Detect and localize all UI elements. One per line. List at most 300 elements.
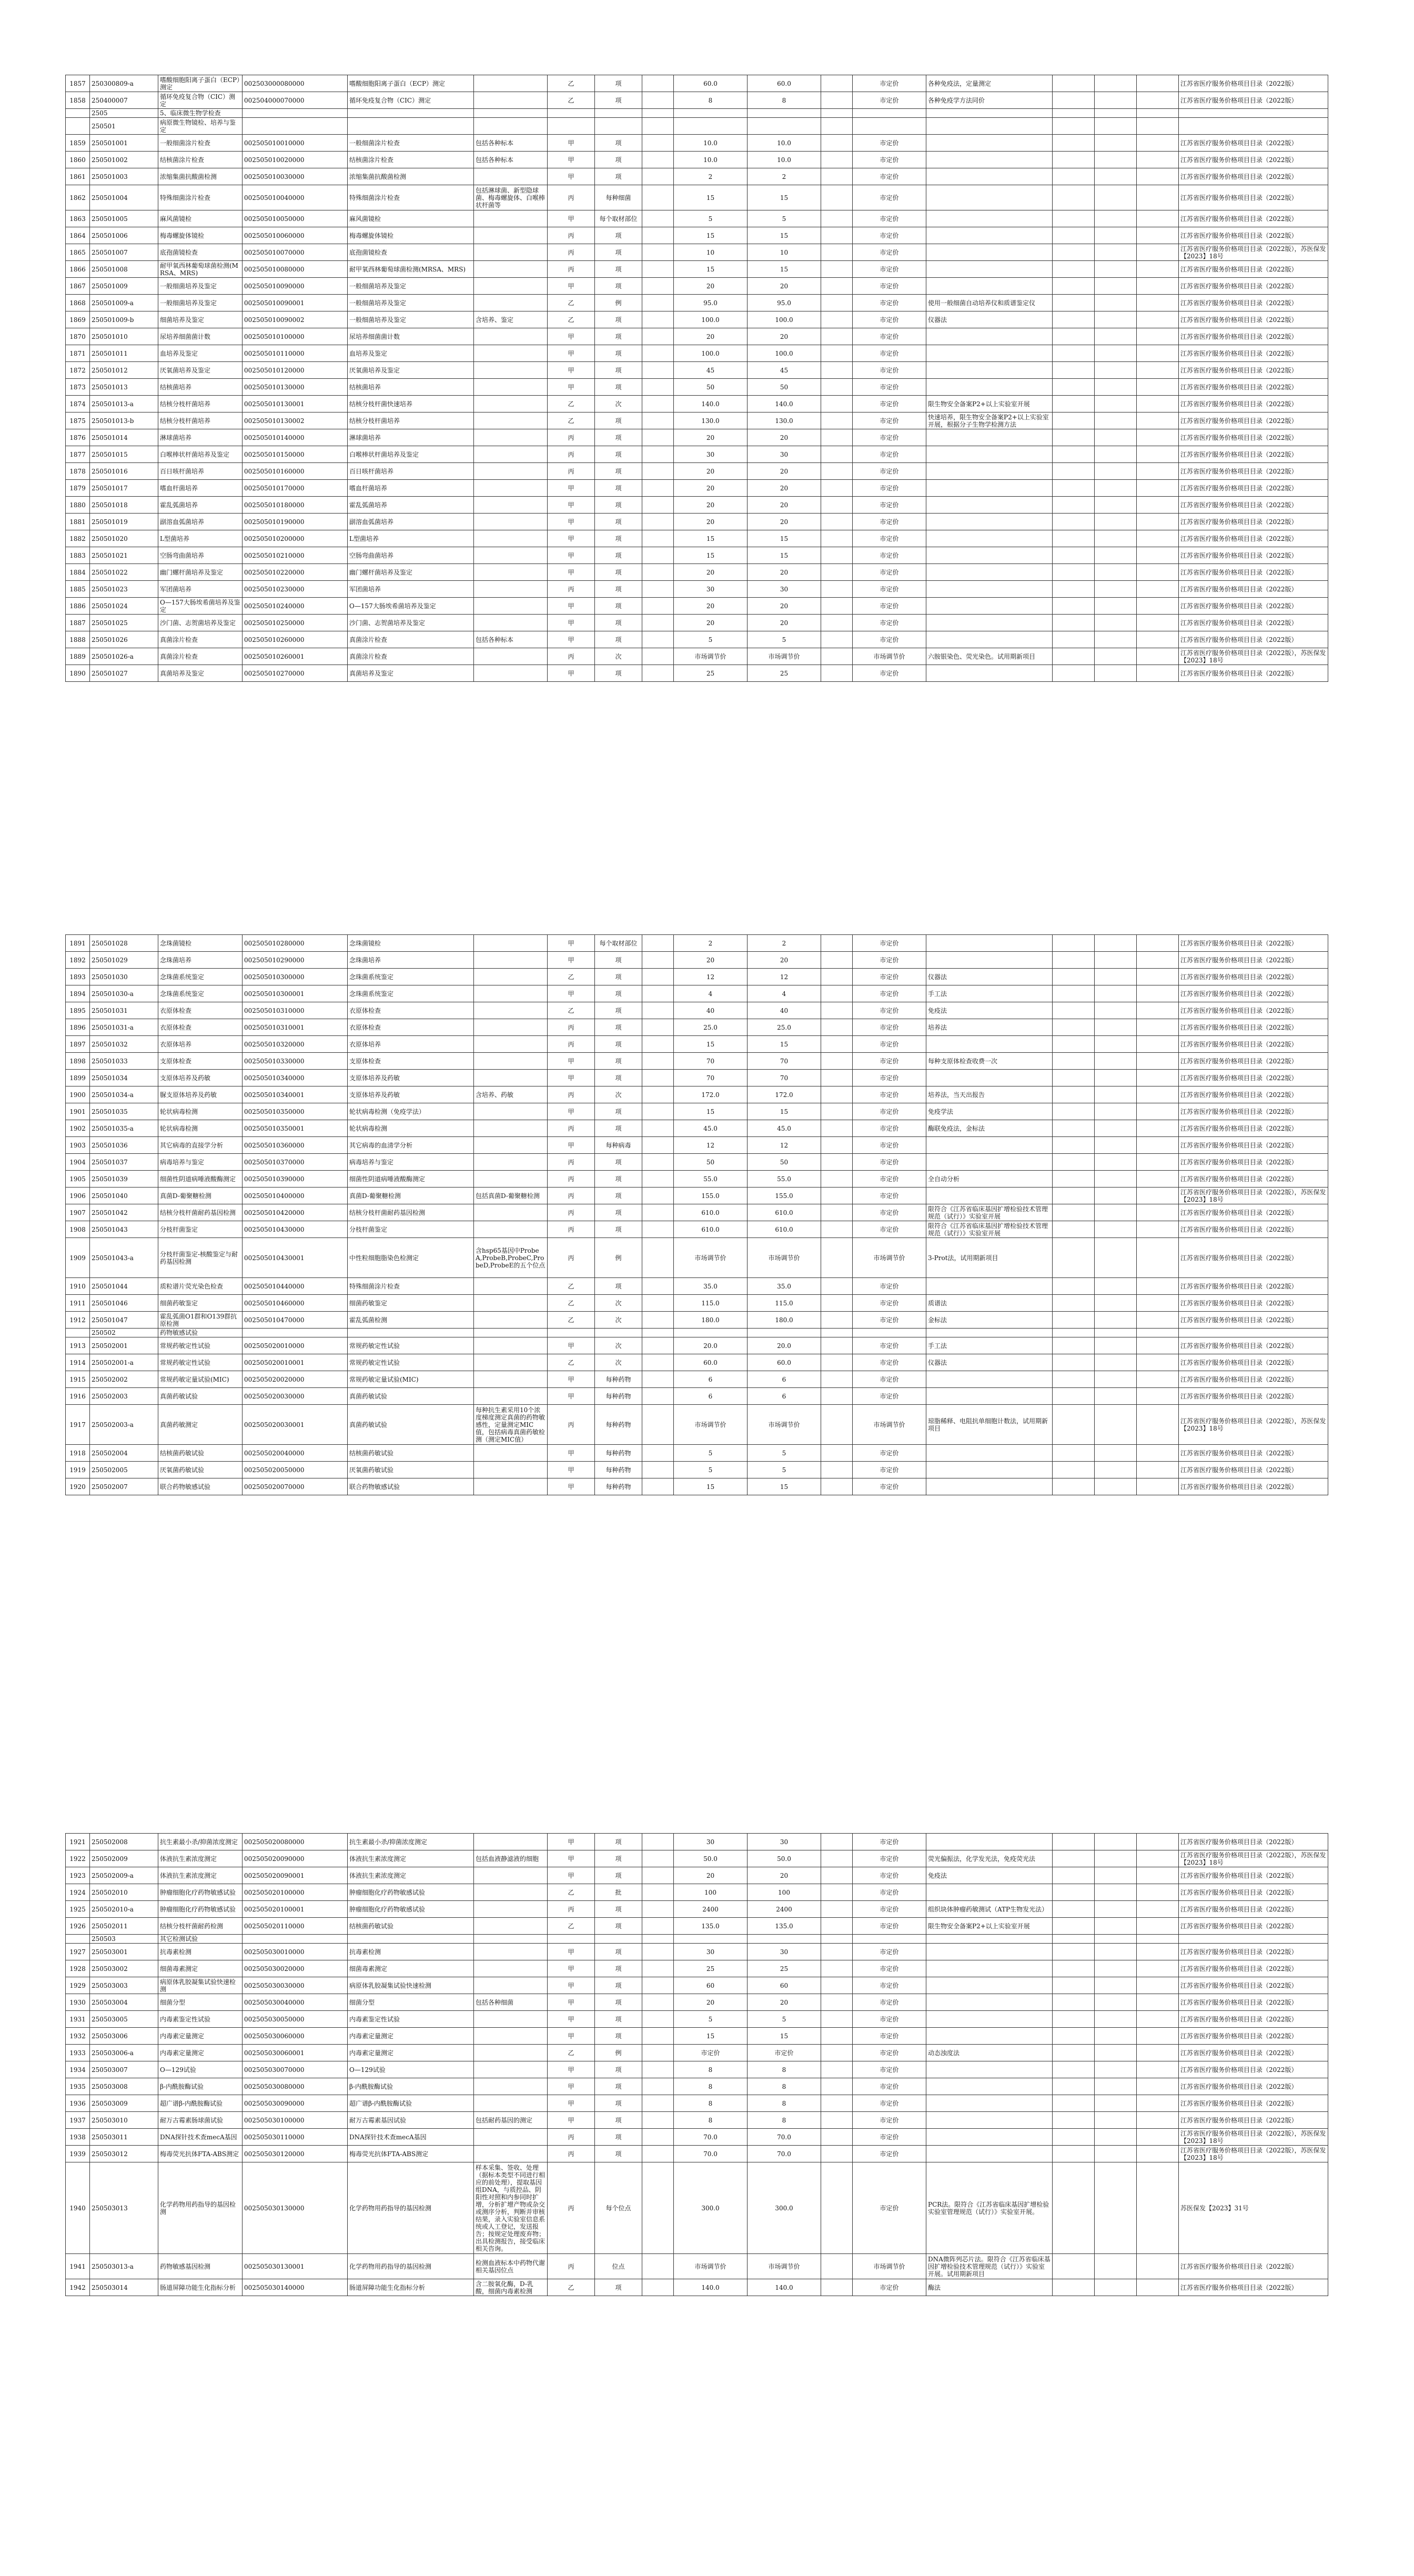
- cell-blank-a: [642, 497, 674, 514]
- cell-price-tier-2: 20: [748, 564, 821, 581]
- cell-blank-e: [1137, 2279, 1179, 2296]
- cell-blank-a: [642, 227, 674, 244]
- cell-blank-d: [1095, 295, 1137, 311]
- cell-blank-d: [1095, 1137, 1137, 1154]
- cell-unit: 项: [595, 2028, 642, 2045]
- cell-unit: 项: [595, 412, 642, 429]
- cell-remarks: 琼脂稀释、电阻抗单细胞计数法，试用期新项目: [926, 1405, 1053, 1445]
- cell-price-tier-1: 55.0: [674, 1171, 748, 1188]
- cell-project-code: 250501026: [90, 631, 158, 648]
- cell-standard-name: 霍乱弧菌培养: [348, 497, 474, 514]
- cell-price-tier-1: 8: [674, 2095, 748, 2112]
- cell-blank-e: [1137, 497, 1179, 514]
- cell-blank-e: [1137, 514, 1179, 530]
- cell-project-name: 内毒素鉴定性试验: [158, 2011, 243, 2028]
- cell-blank-b: [821, 1462, 853, 1478]
- cell-standard-name: 常规药敏定性试验: [348, 1354, 474, 1371]
- cell-blank-a: [642, 379, 674, 396]
- table-row: [66, 1445, 1328, 1462]
- cell-national-code: 002505010180000: [243, 497, 348, 514]
- cell-blank-a: [642, 547, 674, 564]
- cell-project-code: 250501011: [90, 345, 158, 362]
- cell-price-tier-1: 5: [674, 1445, 748, 1462]
- cell-price-tier-1: 30: [674, 1944, 748, 1960]
- cell-source: 江苏省医疗服务价格项目目录（2022版）: [1179, 581, 1328, 598]
- cell-price-tier-2: 135.0: [748, 1918, 821, 1935]
- cell-standard-name: 循环免疫复合物（CIC）测定: [348, 92, 474, 109]
- cell-price-tier-1: 20: [674, 328, 748, 345]
- table-row: [66, 328, 1328, 345]
- cell-pricing-mode: 市定价: [853, 1994, 926, 2011]
- cell-price-tier-2: 172.0: [748, 1086, 821, 1103]
- cell-price-tier-2: 市场调节价: [748, 1238, 821, 1278]
- cell-price-tier-2: [748, 118, 821, 135]
- cell-price-tier-2: 50.0: [748, 1850, 821, 1867]
- cell-national-code: 002505010010000: [243, 135, 348, 152]
- cell-unit: 每种药物: [595, 1462, 642, 1478]
- cell-blank-d: [1095, 2129, 1137, 2146]
- cell-price-tier-1: 20: [674, 598, 748, 615]
- cell-blank-c: [1053, 1103, 1095, 1120]
- cell-standard-name: 病毒培养与鉴定: [348, 1154, 474, 1171]
- cell-blank-b: [821, 1994, 853, 2011]
- cell-blank-e: [1137, 1154, 1179, 1171]
- cell-blank-a: [642, 1388, 674, 1405]
- cell-connotation: [474, 227, 548, 244]
- cell-price-tier-2: 市场调节价: [748, 1405, 821, 1445]
- cell-blank-c: [1053, 530, 1095, 547]
- cell-blank-a: [642, 185, 674, 210]
- cell-source: 江苏省医疗服务价格项目目录（2022版）: [1179, 969, 1328, 985]
- cell-blank-b: [821, 135, 853, 152]
- cell-seq-no: 1866: [66, 261, 90, 278]
- table-row: [66, 1388, 1328, 1405]
- cell-unit: 项: [595, 1918, 642, 1935]
- cell-blank-e: [1137, 1204, 1179, 1221]
- cell-blank-d: [1095, 1834, 1137, 1850]
- cell-blank-e: [1137, 564, 1179, 581]
- cell-unit: 项: [595, 446, 642, 463]
- cell-project-code: 250503014: [90, 2279, 158, 2296]
- cell-pricing-mode: 市定价: [853, 1337, 926, 1354]
- cell-project-name: 病毒培养与鉴定: [158, 1154, 243, 1171]
- cell-project-name: 体液抗生素浓度测定: [158, 1867, 243, 1884]
- cell-unit: 项: [595, 598, 642, 615]
- cell-price-tier-1: 5: [674, 210, 748, 227]
- cell-project-name: 耐万古霉素肠球菌试验: [158, 2112, 243, 2129]
- cell-category: 甲: [548, 1337, 595, 1354]
- cell-project-code: 250501034: [90, 1070, 158, 1086]
- cell-seq-no: 1867: [66, 278, 90, 295]
- cell-blank-d: [1095, 429, 1137, 446]
- cell-blank-b: [821, 2095, 853, 2112]
- cell-blank-c: [1053, 1070, 1095, 1086]
- cell-project-name: 霍乱弧菌培养: [158, 497, 243, 514]
- cell-blank-c: [1053, 1238, 1095, 1278]
- cell-price-tier-1: 70: [674, 1070, 748, 1086]
- table-row: [66, 261, 1328, 278]
- cell-source: 江苏省医疗服务价格项目目录（2022版）: [1179, 446, 1328, 463]
- cell-pricing-mode: 市定价: [853, 2061, 926, 2078]
- cell-project-name: 质粒谱片荧光染色检查: [158, 1278, 243, 1295]
- cell-seq-no: 1912: [66, 1312, 90, 1329]
- cell-blank-b: [821, 1329, 853, 1337]
- cell-project-name: 联合药物敏感试验: [158, 1478, 243, 1495]
- cell-source: 江苏省医疗服务价格项目目录（2022版）: [1179, 598, 1328, 615]
- cell-blank-e: [1137, 1867, 1179, 1884]
- cell-blank-a: [642, 345, 674, 362]
- cell-price-tier-2: 8: [748, 2095, 821, 2112]
- cell-source: 江苏省医疗服务价格项目目录（2022版）: [1179, 1278, 1328, 1295]
- cell-national-code: 002505010430000: [243, 1221, 348, 1238]
- cell-standard-name: 结核菌培养: [348, 379, 474, 396]
- table-row: [66, 2045, 1328, 2061]
- cell-project-name: 肿瘤细胞化疗药物敏感试验: [158, 1884, 243, 1901]
- cell-blank-e: [1137, 1462, 1179, 1478]
- cell-price-tier-1: 20: [674, 463, 748, 480]
- table-row: [66, 497, 1328, 514]
- cell-standard-name: 尿培养细菌菌计数: [348, 328, 474, 345]
- cell-remarks: 全自动分析: [926, 1171, 1053, 1188]
- cell-price-tier-1: 2400: [674, 1901, 748, 1918]
- cell-category: 乙: [548, 969, 595, 985]
- cell-price-tier-1: 6: [674, 1371, 748, 1388]
- cell-pricing-mode: 市定价: [853, 261, 926, 278]
- cell-remarks: 仪器法: [926, 1354, 1053, 1371]
- cell-price-tier-1: 50: [674, 1154, 748, 1171]
- table-row: [66, 2146, 1328, 2162]
- cell-price-tier-2: 2400: [748, 1901, 821, 1918]
- cell-national-code: 002503000080000: [243, 75, 348, 92]
- cell-blank-a: [642, 109, 674, 118]
- cell-project-code: 250502003: [90, 1388, 158, 1405]
- cell-connotation: [474, 396, 548, 412]
- cell-connotation: [474, 2129, 548, 2146]
- cell-source: 江苏省医疗服务价格项目目录（2022版）: [1179, 547, 1328, 564]
- cell-pricing-mode: 市定价: [853, 514, 926, 530]
- cell-blank-a: [642, 311, 674, 328]
- cell-price-tier-1: 30: [674, 446, 748, 463]
- cell-pricing-mode: 市定价: [853, 480, 926, 497]
- cell-category: 甲: [548, 497, 595, 514]
- cell-national-code: 002505010050000: [243, 210, 348, 227]
- cell-category: 丙: [548, 261, 595, 278]
- cell-remarks: [926, 598, 1053, 615]
- cell-price-tier-2: 20: [748, 615, 821, 631]
- cell-blank-b: [821, 2146, 853, 2162]
- cell-project-code: 250503006: [90, 2028, 158, 2045]
- cell-project-code: 250501025: [90, 615, 158, 631]
- cell-national-code: 002505010110000: [243, 345, 348, 362]
- cell-blank-b: [821, 118, 853, 135]
- cell-blank-c: [1053, 345, 1095, 362]
- cell-connotation: 含培养、鉴定: [474, 311, 548, 328]
- cell-price-tier-2: 15: [748, 1036, 821, 1053]
- cell-blank-b: [821, 530, 853, 547]
- cell-project-name: 结核分枝杆菌耐药基因检测: [158, 1204, 243, 1221]
- cell-project-code: 250502010: [90, 1884, 158, 1901]
- cell-blank-a: [642, 210, 674, 227]
- cell-pricing-mode: 市定价: [853, 2078, 926, 2095]
- cell-category: 丙: [548, 1188, 595, 1204]
- cell-pricing-mode: 市定价: [853, 564, 926, 581]
- cell-source: 江苏省医疗服务价格项目目录（2022版）: [1179, 1354, 1328, 1371]
- cell-blank-c: [1053, 168, 1095, 185]
- cell-project-name: 药物敏感基因检测: [158, 2254, 243, 2279]
- cell-pricing-mode: 市定价: [853, 985, 926, 1002]
- cell-price-tier-2: 55.0: [748, 1171, 821, 1188]
- cell-seq-no: 1878: [66, 463, 90, 480]
- cell-blank-b: [821, 665, 853, 682]
- cell-price-tier-2: 20: [748, 1994, 821, 2011]
- cell-category: 甲: [548, 152, 595, 168]
- cell-project-name: DNA探针技术查mecA基因: [158, 2129, 243, 2146]
- cell-blank-d: [1095, 1171, 1137, 1188]
- cell-category: 甲: [548, 379, 595, 396]
- table-row: [66, 2112, 1328, 2129]
- cell-source: 江苏省医疗服务价格项目目录（2022版）: [1179, 1944, 1328, 1960]
- cell-blank-e: [1137, 1884, 1179, 1901]
- cell-project-name: 病原微生物镜检、培养与鉴定: [158, 118, 243, 135]
- cell-blank-d: [1095, 412, 1137, 429]
- cell-price-tier-2: 60: [748, 1977, 821, 1994]
- cell-source: 江苏省医疗服务价格项目目录（2022版），苏医保发【2023】18号: [1179, 648, 1328, 665]
- cell-project-code: 250501030-a: [90, 985, 158, 1002]
- cell-price-tier-1: 25: [674, 1960, 748, 1977]
- cell-remarks: [926, 345, 1053, 362]
- cell-blank-b: [821, 1445, 853, 1462]
- cell-connotation: [474, 1278, 548, 1295]
- cell-blank-d: [1095, 1977, 1137, 1994]
- cell-price-tier-2: 8: [748, 2078, 821, 2095]
- cell-blank-e: [1137, 1103, 1179, 1120]
- cell-price-tier-1: 市定价: [674, 2045, 748, 2061]
- cell-standard-name: 真菌药敏试验: [348, 1388, 474, 1405]
- cell-blank-c: [1053, 463, 1095, 480]
- cell-price-tier-2: 20.0: [748, 1337, 821, 1354]
- cell-seq-no: 1857: [66, 75, 90, 92]
- cell-national-code: 002505020090001: [243, 1867, 348, 1884]
- cell-standard-name: 分枝杆菌鉴定: [348, 1221, 474, 1238]
- cell-pricing-mode: 市定价: [853, 463, 926, 480]
- cell-source: 江苏省医疗服务价格项目目录（2022版）: [1179, 631, 1328, 648]
- cell-connotation: [474, 463, 548, 480]
- cell-source: 江苏省医疗服务价格项目目录（2022版）: [1179, 1295, 1328, 1312]
- cell-source: 江苏省医疗服务价格项目目录（2022版），苏医保发【2023】18号: [1179, 1850, 1328, 1867]
- cell-blank-d: [1095, 75, 1137, 92]
- cell-category: 丙: [548, 1901, 595, 1918]
- cell-blank-b: [821, 935, 853, 952]
- cell-seq-no: 1935: [66, 2078, 90, 2095]
- cell-price-tier-2: 15: [748, 1478, 821, 1495]
- cell-category: 甲: [548, 1388, 595, 1405]
- cell-price-tier-2: 35.0: [748, 1278, 821, 1295]
- cell-blank-e: [1137, 2061, 1179, 2078]
- cell-project-code: 250501007: [90, 244, 158, 261]
- cell-price-tier-1: 30: [674, 581, 748, 598]
- cell-blank-e: [1137, 480, 1179, 497]
- cell-national-code: 002505010310000: [243, 1002, 348, 1019]
- cell-unit: [595, 1329, 642, 1337]
- cell-pricing-mode: 市定价: [853, 598, 926, 615]
- cell-pricing-mode: 市定价: [853, 1070, 926, 1086]
- cell-blank-a: [642, 1137, 674, 1154]
- cell-category: 甲: [548, 480, 595, 497]
- cell-blank-a: [642, 2279, 674, 2296]
- cell-blank-b: [821, 1884, 853, 1901]
- cell-unit: 次: [595, 1312, 642, 1329]
- cell-price-tier-2: 30: [748, 1834, 821, 1850]
- cell-standard-name: 厌氧菌培养及鉴定: [348, 362, 474, 379]
- cell-pricing-mode: 市定价: [853, 362, 926, 379]
- cell-blank-d: [1095, 1478, 1137, 1495]
- cell-project-code: 250501013-b: [90, 412, 158, 429]
- table-row: [66, 210, 1328, 227]
- cell-blank-a: [642, 2254, 674, 2279]
- cell-blank-e: [1137, 2146, 1179, 2162]
- cell-remarks: 仪器法: [926, 969, 1053, 985]
- cell-pricing-mode: 市定价: [853, 1204, 926, 1221]
- cell-project-name: 分枝杆菌鉴定-核酸鉴定与耐药基因检测: [158, 1238, 243, 1278]
- cell-category: 丙: [548, 244, 595, 261]
- cell-blank-c: [1053, 615, 1095, 631]
- cell-national-code: 002505020010000: [243, 1337, 348, 1354]
- cell-remarks: 荧光偏振法，化学发光法，免疫荧光法: [926, 1850, 1053, 1867]
- cell-project-name: 其它检测试验: [158, 1935, 243, 1944]
- cell-project-code: 250501034-a: [90, 1086, 158, 1103]
- cell-connotation: [474, 564, 548, 581]
- cell-seq-no: 1920: [66, 1478, 90, 1495]
- cell-connotation: [474, 109, 548, 118]
- cell-connotation: [474, 2011, 548, 2028]
- cell-remarks: [926, 446, 1053, 463]
- cell-category: 乙: [548, 1884, 595, 1901]
- cell-source: 江苏省医疗服务价格项目目录（2022版）: [1179, 1137, 1328, 1154]
- cell-unit: 项: [595, 615, 642, 631]
- cell-price-tier-1: 95.0: [674, 295, 748, 311]
- cell-unit: 每种药物: [595, 1445, 642, 1462]
- cell-standard-name: 化学药物用药指导的基因检测: [348, 2254, 474, 2279]
- cell-blank-b: [821, 328, 853, 345]
- cell-blank-d: [1095, 665, 1137, 682]
- cell-remarks: 免疫学法: [926, 1103, 1053, 1120]
- cell-project-code: 250502009: [90, 1850, 158, 1867]
- cell-standard-name: 底孢菌镜检查: [348, 244, 474, 261]
- cell-seq-no: 1890: [66, 665, 90, 682]
- cell-project-code: 250501019: [90, 514, 158, 530]
- cell-national-code: 002505010310001: [243, 1019, 348, 1036]
- cell-category: 甲: [548, 278, 595, 295]
- cell-price-tier-1: 20: [674, 1867, 748, 1884]
- cell-project-name: 轮状病毒检测: [158, 1120, 243, 1137]
- cell-unit: 项: [595, 497, 642, 514]
- cell-pricing-mode: 市定价: [853, 396, 926, 412]
- cell-category: 乙: [548, 2045, 595, 2061]
- cell-project-code: 250501003: [90, 168, 158, 185]
- cell-price-tier-2: 5: [748, 1462, 821, 1478]
- cell-project-code: 250501044: [90, 1278, 158, 1295]
- cell-project-code: 250501031-a: [90, 1019, 158, 1036]
- cell-blank-d: [1095, 648, 1137, 665]
- cell-project-code: 250501040: [90, 1188, 158, 1204]
- cell-remarks: 酶法: [926, 2279, 1053, 2296]
- cell-blank-b: [821, 985, 853, 1002]
- cell-blank-d: [1095, 969, 1137, 985]
- cell-category: 甲: [548, 1070, 595, 1086]
- table-row: [66, 648, 1328, 665]
- cell-category: 甲: [548, 328, 595, 345]
- cell-source: 江苏省医疗服务价格项目目录（2022版）: [1179, 1086, 1328, 1103]
- cell-price-tier-2: 20: [748, 328, 821, 345]
- cell-blank-d: [1095, 2061, 1137, 2078]
- cell-unit: 每个取材部位: [595, 210, 642, 227]
- cell-blank-c: [1053, 598, 1095, 615]
- cell-blank-c: [1053, 935, 1095, 952]
- cell-price-tier-1: 115.0: [674, 1295, 748, 1312]
- cell-connotation: [474, 1171, 548, 1188]
- cell-standard-name: 空肠弯曲菌培养: [348, 547, 474, 564]
- cell-project-code: 250501008: [90, 261, 158, 278]
- cell-unit: 项: [595, 1171, 642, 1188]
- cell-connotation: [474, 1053, 548, 1070]
- cell-standard-name: 结核分枝杆菌培养: [348, 412, 474, 429]
- cell-blank-a: [642, 362, 674, 379]
- cell-standard-name: 一般细菌培养及鉴定: [348, 295, 474, 311]
- cell-project-code: 250502008: [90, 1834, 158, 1850]
- cell-source: 江苏省医疗服务价格项目目录（2022版）: [1179, 1204, 1328, 1221]
- cell-seq-no: 1872: [66, 362, 90, 379]
- cell-blank-a: [642, 1103, 674, 1120]
- cell-source: 江苏省医疗服务价格项目目录（2022版）: [1179, 1388, 1328, 1405]
- cell-price-tier-1: 20: [674, 278, 748, 295]
- cell-standard-name: 梅毒荧光抗体FTA-ABS测定: [348, 2146, 474, 2162]
- cell-blank-c: [1053, 446, 1095, 463]
- cell-price-tier-2: 20: [748, 429, 821, 446]
- cell-standard-name: 梅毒螺旋体镜检: [348, 227, 474, 244]
- cell-project-code: 250501006: [90, 227, 158, 244]
- cell-blank-d: [1095, 345, 1137, 362]
- price-table-1: [65, 75, 1328, 682]
- cell-pricing-mode: 市定价: [853, 2129, 926, 2146]
- cell-blank-c: [1053, 1850, 1095, 1867]
- cell-connotation: [474, 1036, 548, 1053]
- cell-unit: 例: [595, 2045, 642, 2061]
- table-row: [66, 952, 1328, 969]
- cell-national-code: 002505030140000: [243, 2279, 348, 2296]
- cell-project-code: 250501009-a: [90, 295, 158, 311]
- cell-national-code: 002505010350000: [243, 1103, 348, 1120]
- cell-project-code: 250503012: [90, 2146, 158, 2162]
- cell-remarks: 限生物安全备案P2+以上实验室开展: [926, 396, 1053, 412]
- cell-unit: 每种药物: [595, 1371, 642, 1388]
- cell-source: [1179, 109, 1328, 118]
- cell-blank-b: [821, 1935, 853, 1944]
- cell-pricing-mode: 市定价: [853, 497, 926, 514]
- cell-blank-b: [821, 598, 853, 615]
- cell-national-code: [243, 1935, 348, 1944]
- cell-pricing-mode: 市定价: [853, 1901, 926, 1918]
- cell-unit: 项: [595, 463, 642, 480]
- cell-connotation: [474, 1462, 548, 1478]
- cell-seq-no: 1911: [66, 1295, 90, 1312]
- cell-standard-name: 真菌涂片检查: [348, 631, 474, 648]
- cell-category: 乙: [548, 1295, 595, 1312]
- cell-project-code: 250501028: [90, 935, 158, 952]
- cell-blank-e: [1137, 1221, 1179, 1238]
- cell-price-tier-1: 12: [674, 1137, 748, 1154]
- cell-pricing-mode: 市定价: [853, 2095, 926, 2112]
- cell-blank-e: [1137, 2112, 1179, 2129]
